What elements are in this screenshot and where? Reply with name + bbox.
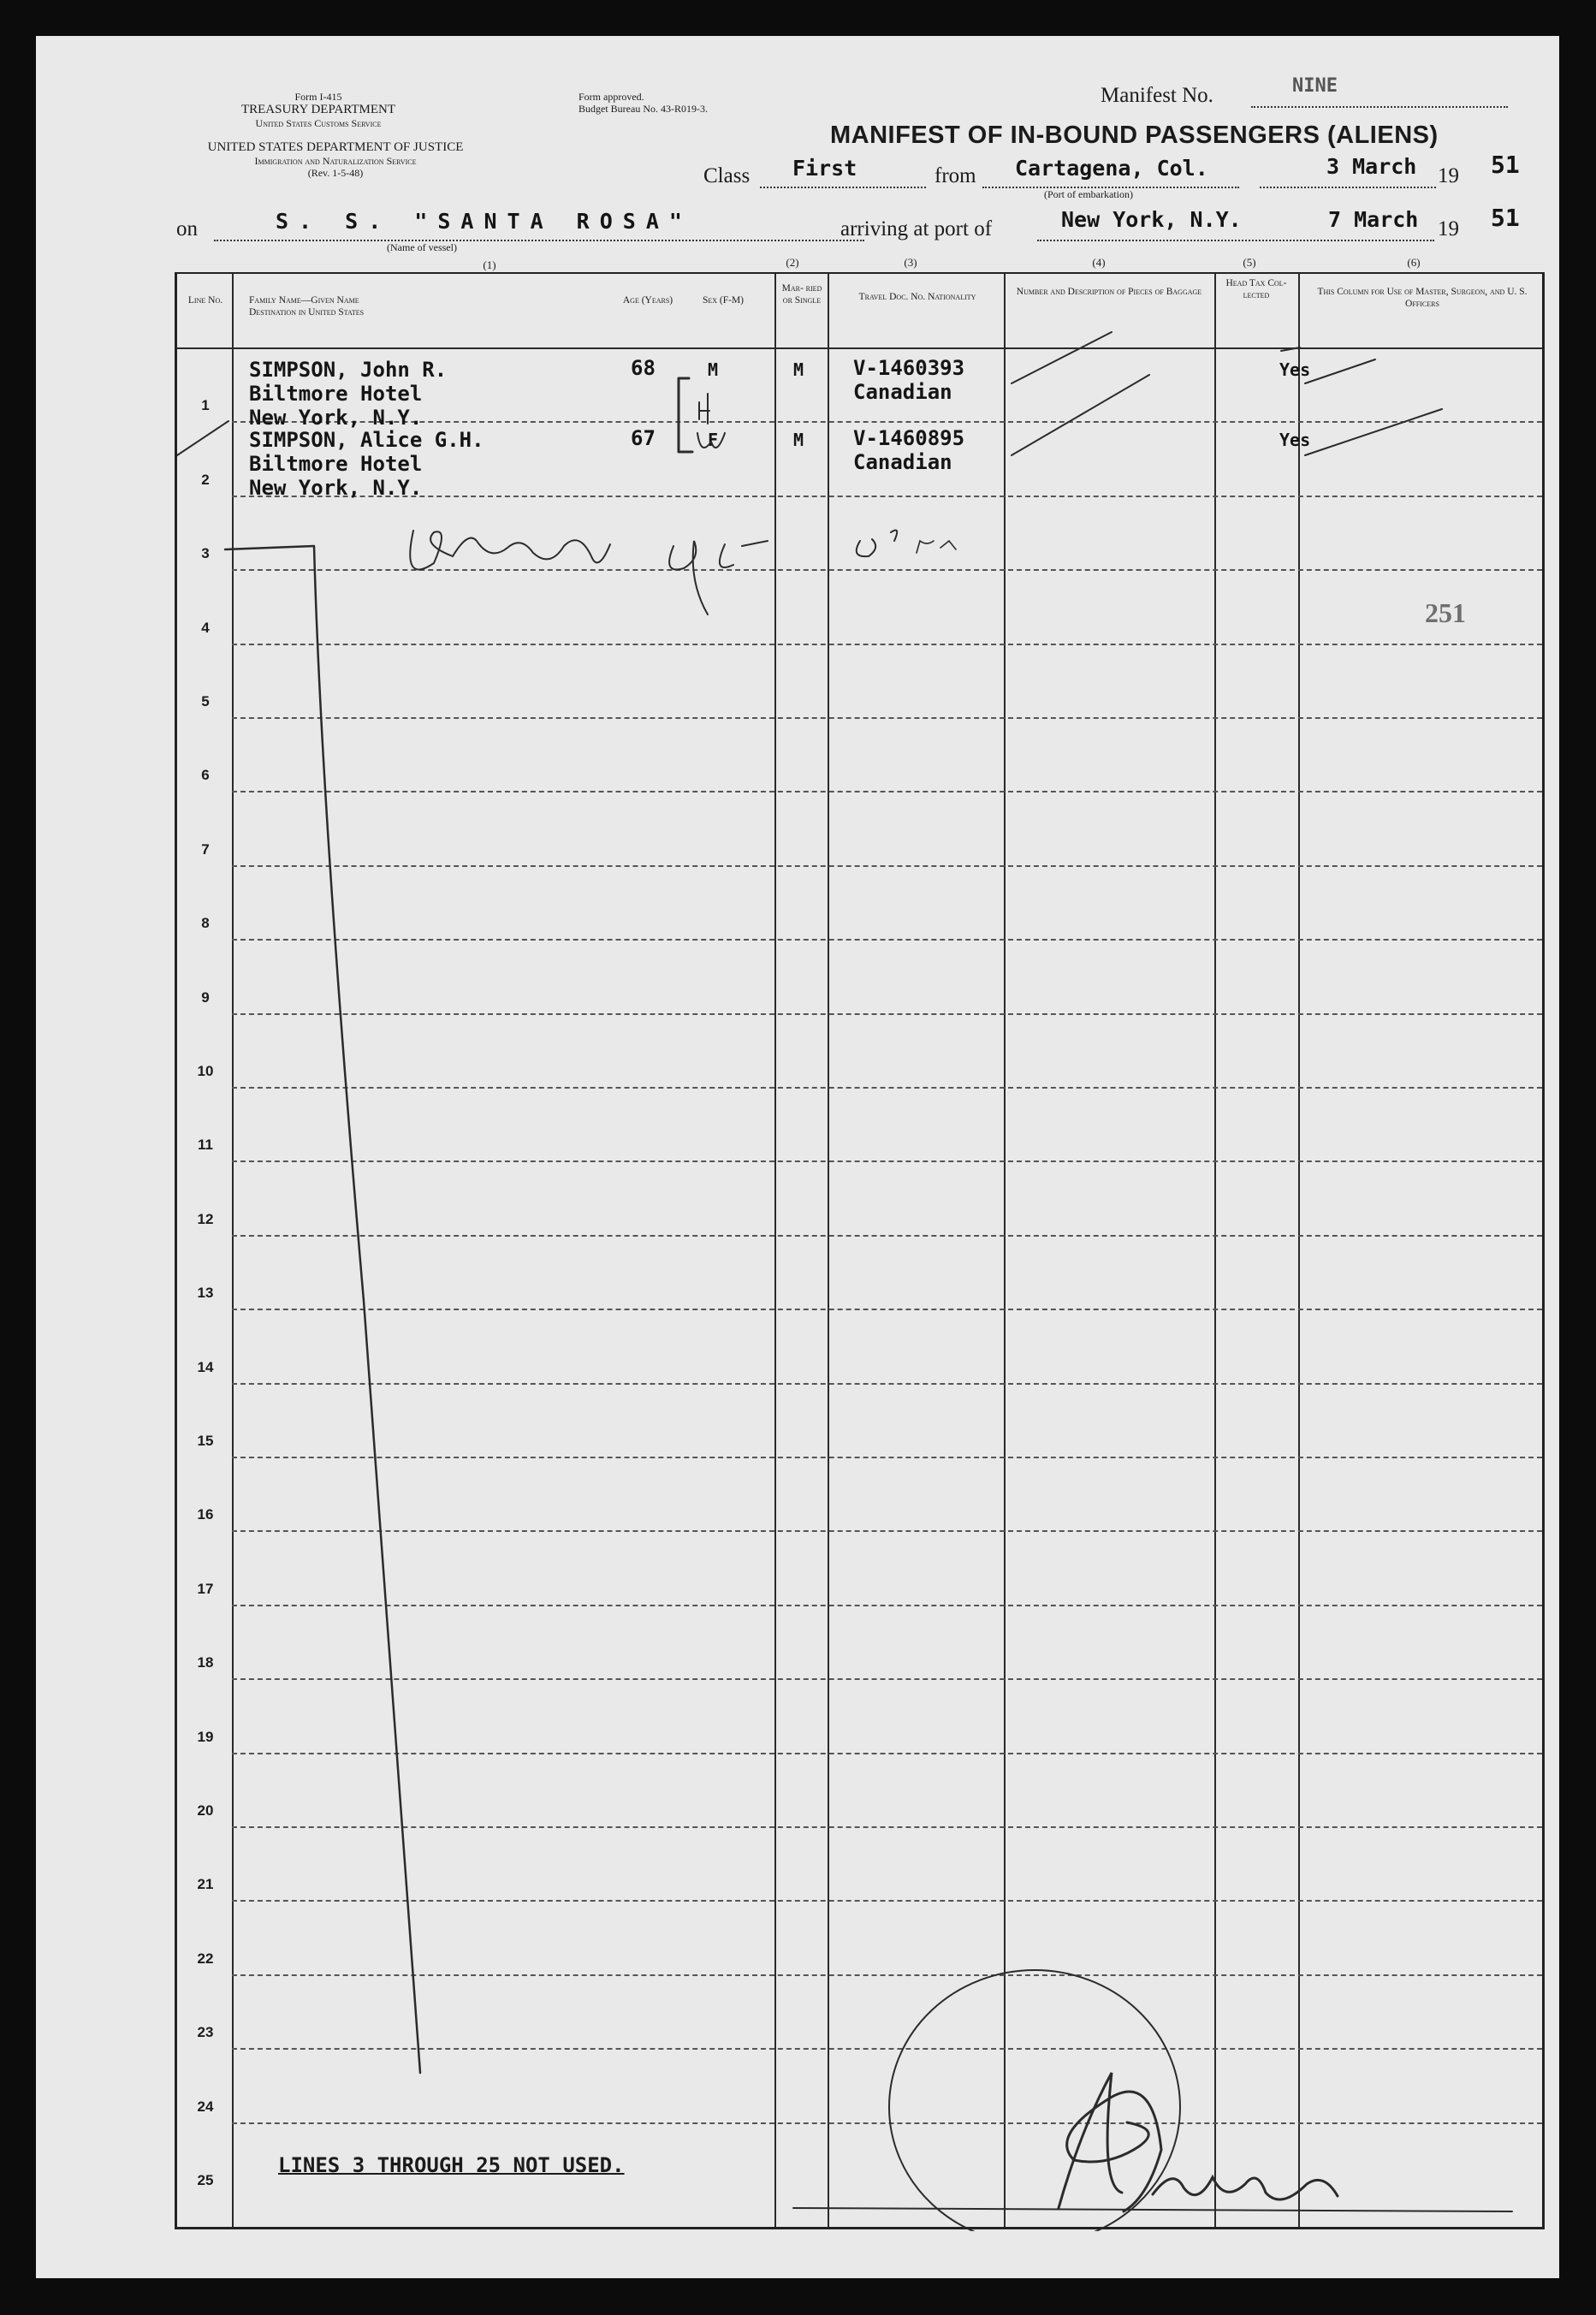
nationality: Canadian	[853, 450, 952, 474]
manifest-no-label: Manifest No.	[1101, 84, 1213, 107]
on-label: on	[176, 217, 198, 240]
line-number: 8	[201, 915, 210, 932]
travel-doc-no: V-1460393	[853, 356, 965, 380]
class-line	[760, 187, 926, 188]
arriving-label: arriving at port of	[840, 217, 993, 240]
passenger-2-marital: M	[793, 430, 804, 450]
lines-not-used-note: LINES 3 THROUGH 25 NOT USED.	[278, 2153, 625, 2177]
vessel-value: S. S. "SANTA ROSA"	[276, 209, 692, 234]
approval-block	[578, 91, 708, 115]
passenger-name: SIMPSON, Alice G.H.	[249, 428, 484, 452]
arrival-year-prefix: 19	[1438, 217, 1459, 240]
class-label: Class	[703, 164, 751, 187]
passenger-1-marital: M	[793, 359, 804, 380]
arrival-year: 51	[1491, 204, 1520, 232]
col-num-4: (4)	[1092, 256, 1106, 269]
line-number: 18	[197, 1654, 214, 1671]
treasury-dept: TREASURY DEPARTMENT	[240, 103, 396, 116]
header-line-no: Line No.	[187, 295, 223, 306]
col-num-3: (3)	[904, 256, 917, 269]
passenger-2-head-tax: Yes	[1279, 430, 1311, 450]
line-number: 13	[197, 1285, 214, 1302]
line-number: 23	[197, 2024, 214, 2041]
from-value: Cartagena, Col.	[1015, 156, 1208, 181]
line-number: 15	[197, 1433, 214, 1449]
manifest-title: MANIFEST OF IN-BOUND PASSENGERS (ALIENS)	[830, 122, 1439, 149]
line-number: 3	[201, 545, 210, 562]
line-number: 19	[197, 1728, 214, 1745]
header-officers: This Column for Use of Master, Surgeon, and U. S. Officers	[1317, 287, 1528, 309]
form-header-left-2	[173, 140, 498, 179]
from-label: from	[934, 164, 976, 187]
header-age: Age (Years)	[622, 295, 673, 306]
line-number: 14	[197, 1358, 214, 1375]
passenger-1-sex: M	[708, 359, 719, 380]
line-number: 4	[201, 619, 210, 636]
departure-date-line	[1260, 187, 1436, 188]
line-number: 9	[201, 988, 210, 1006]
form-number: Form I-415	[294, 91, 342, 103]
header-baggage: Number and Description of Pieces of Baggage	[1016, 287, 1202, 297]
budget-bureau: Budget Bureau No. 43-R019-3.	[578, 103, 708, 115]
line-number: 12	[197, 1210, 214, 1227]
manifest-page	[36, 36, 1559, 2278]
passenger-2-age: 67	[631, 426, 656, 450]
header-destination-label: Destination in United States	[249, 307, 365, 318]
col-num-1: (1)	[483, 258, 496, 271]
line-number: 6	[201, 767, 210, 784]
from-caption: (Port of embarkation)	[1044, 188, 1133, 200]
manifest-no-line	[1251, 106, 1508, 108]
header-head-tax: Head Tax Col- lected	[1225, 278, 1287, 300]
line-number: 5	[201, 693, 210, 709]
customs-service: United States Customs Service	[255, 117, 382, 129]
line-number: 2	[201, 471, 210, 488]
ins-service: Immigration and Naturalization Service	[254, 155, 417, 167]
stamp-number: 251	[1425, 597, 1466, 628]
header-sex: Sex (F-M)	[702, 295, 745, 306]
class-value: First	[792, 156, 857, 181]
line-number: 22	[197, 1950, 214, 1967]
form-approved: Form approved.	[578, 91, 644, 103]
arrival-port-line	[1037, 240, 1434, 241]
form-revision: (Rev. 1-5-48)	[307, 167, 364, 179]
departure-year-prefix: 19	[1438, 164, 1459, 187]
arrival-date: 7 March	[1328, 207, 1419, 232]
line-number: 24	[197, 2098, 214, 2115]
passenger-1-head-tax: Yes	[1279, 359, 1311, 380]
header-travel-doc: Travel Doc. No. Nationality	[858, 292, 976, 302]
passenger-destination: Biltmore Hotel	[249, 452, 423, 476]
handwriting-overlay	[177, 274, 1547, 2231]
nationality: Canadian	[853, 380, 952, 404]
line-number: 21	[197, 1876, 214, 1893]
vessel-caption: (Name of vessel)	[387, 241, 457, 253]
form-header-left	[173, 91, 464, 129]
line-number: 25	[197, 2172, 214, 2188]
passenger-2-sex: F	[708, 430, 719, 450]
col-num-6: (6)	[1407, 256, 1421, 269]
col-num-5: (5)	[1243, 256, 1256, 269]
line-number: 11	[198, 1137, 213, 1154]
passenger-destination: New York, N.Y.	[249, 406, 423, 430]
manifest-no-value: NINE	[1292, 75, 1338, 97]
line-number: 1	[201, 397, 210, 414]
line-number: 10	[197, 1063, 214, 1079]
header-name-label: Family Name—Given Name	[249, 295, 359, 306]
passenger-destination: Biltmore Hotel	[249, 382, 423, 406]
passenger-name: SIMPSON, John R.	[249, 358, 448, 382]
passenger-destination: New York, N.Y.	[249, 476, 423, 500]
passenger-table	[175, 272, 1545, 2229]
col-num-2: (2)	[786, 256, 799, 269]
departure-date: 3 March	[1326, 154, 1417, 179]
passenger-1-age: 68	[631, 356, 656, 380]
line-number: 16	[197, 1506, 214, 1523]
departure-year: 51	[1491, 151, 1520, 179]
justice-dept: UNITED STATES DEPARTMENT OF JUSTICE	[207, 140, 464, 154]
line-number: 17	[197, 1580, 214, 1597]
travel-doc-no: V-1460895	[853, 426, 965, 450]
line-number: 7	[201, 840, 210, 858]
arrival-port: New York, N.Y.	[1061, 207, 1242, 232]
vessel-line	[214, 240, 864, 241]
header-married: Mar- ried or Single	[781, 283, 822, 306]
line-number: 20	[197, 1802, 214, 1819]
